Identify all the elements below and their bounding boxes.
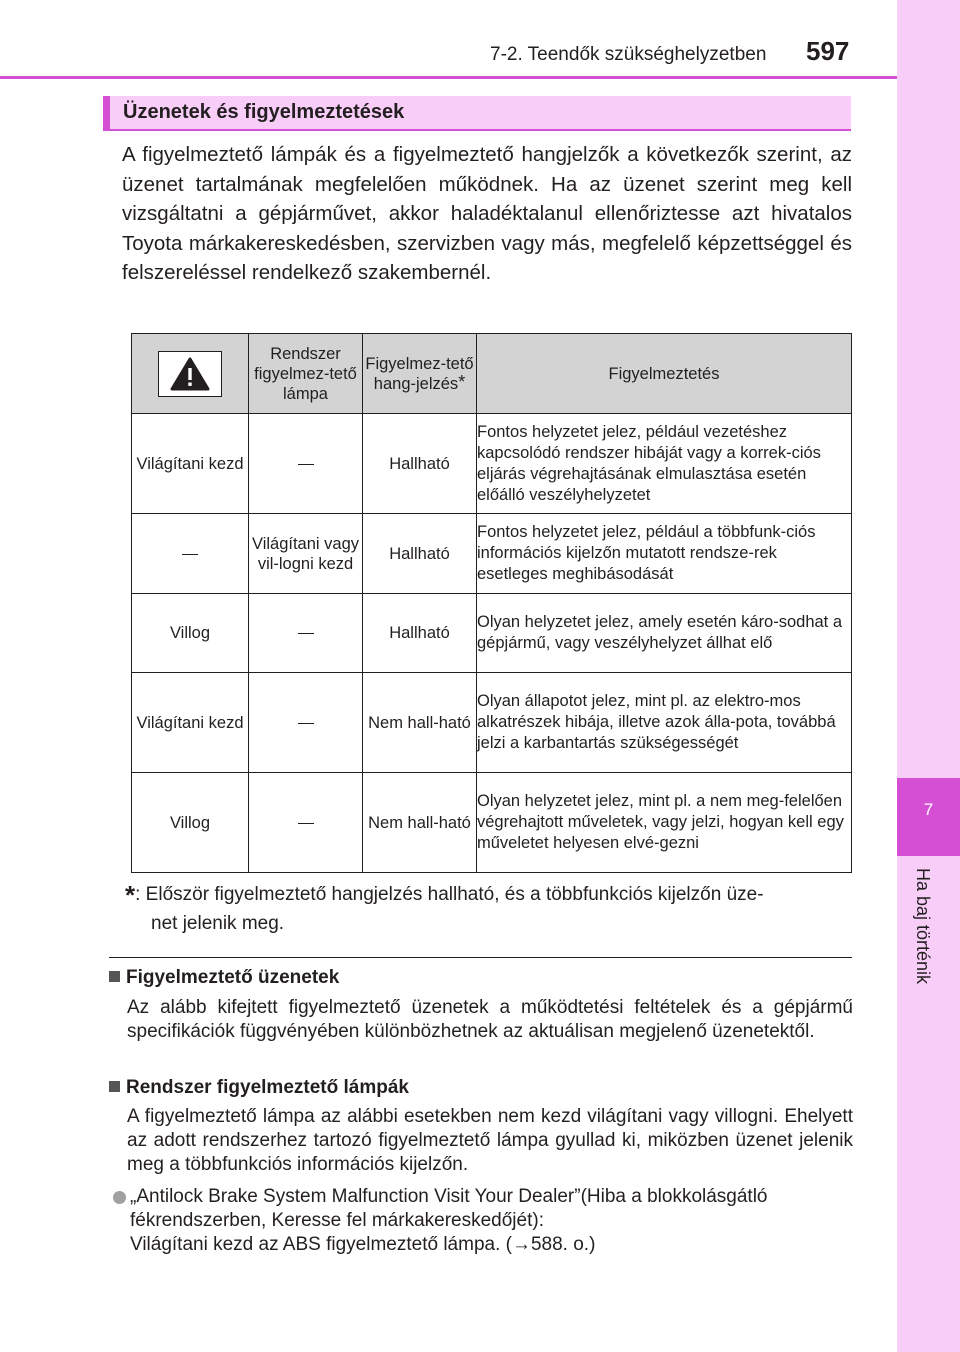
- table-row: [132, 673, 852, 773]
- table-header-row: [132, 334, 852, 414]
- table-row: [132, 594, 852, 673]
- subheading-text: Rendszer figyelmeztető lámpák: [126, 1077, 409, 1098]
- buzzer-cell: Hallható: [363, 594, 477, 673]
- table-footnote: [125, 877, 851, 938]
- square-bullet-icon: [109, 971, 120, 982]
- page-number: 597: [806, 36, 850, 66]
- display-cell: [249, 673, 363, 773]
- section-title: Üzenetek és figyelmeztetések: [123, 101, 405, 123]
- square-bullet-icon: [109, 1081, 120, 1092]
- dash-mark: [298, 823, 314, 824]
- lamp-cell: Világítani kezd: [132, 673, 249, 773]
- bullet-line-2: fékrendszerben, Keresse fel márkakereskedőjét):: [130, 1210, 544, 1231]
- display-cell: Világítani vagy vil-logni kezd: [249, 514, 363, 594]
- table-row: [132, 773, 852, 873]
- subheading-warning-messages: [109, 967, 339, 989]
- chapter-title: Ha baj történik: [913, 868, 933, 985]
- subheading-text: Figyelmeztető üzenetek: [126, 967, 340, 988]
- dash-mark: [182, 554, 198, 555]
- table-row: [132, 414, 852, 514]
- buzzer-cell: Hallható: [363, 514, 477, 594]
- warning-messages-paragraph: Az alább kifejtett figyelmeztető üzenetek a működtetési feltételek és a gépjármű specifikációk függvényében különbözhetnek az aktuálisan megjelenő üzenetektől.: [127, 997, 853, 1042]
- warning-table: [131, 333, 852, 873]
- display-cell: [249, 594, 363, 673]
- table-row: [132, 514, 852, 594]
- circle-bullet-icon: [113, 1191, 126, 1204]
- chapter-number: 7: [923, 800, 934, 819]
- display-cell: [249, 414, 363, 514]
- footnote-mark: *: [125, 880, 136, 910]
- chapter-side-strip: [897, 0, 960, 1352]
- warning-cell: Olyan helyzetet jelez, mint pl. a nem meg-felelően végrehajtott műveletek, vagy jelzi, hogyan kell egy műveletet helyesen elvé-gezni: [477, 773, 852, 873]
- lamp-cell: Villog: [132, 594, 249, 673]
- display-cell: [249, 773, 363, 873]
- lamp-cell: [132, 514, 249, 594]
- bullet-line-1: „Antilock Brake System Malfunction Visit Your Dealer”(Hiba a blokkolásgátló: [130, 1186, 768, 1207]
- header-lamp: Rendszer figyelmez-tető lámpa: [249, 334, 363, 414]
- footnote-line-2: net jelenik meg.: [151, 913, 285, 934]
- dash-mark: [298, 723, 314, 724]
- header-warning: Figyelmeztetés: [477, 334, 852, 414]
- system-lamps-paragraph: A figyelmeztető lámpa az alábbi esetekben nem kezd világítani vagy villogni. Ehelyett az adott rendszerhez tartozó figyelmeztető lámpa gyullad ki, miközben üzenet jelenik meg a többfunkciós információs kijelzőn.: [127, 1106, 853, 1175]
- warning-cell: Olyan állapotot jelez, mint pl. az elektro-mos alkatrészek hibája, illetve azok álla-pota, továbbá jelzi a karbantartás szükségességét: [477, 673, 852, 773]
- section-divider: [109, 957, 852, 958]
- bullet-line-3: [130, 1233, 860, 1257]
- warning-cell: Fontos helyzetet jelez, például vezetéshez kapcsolódó rendszer hibáját vagy a korrek-ciós eljárás végrehajtásának elmulasztása esetén előálló veszélyhelyzetet: [477, 414, 852, 514]
- warning-cell: Olyan helyzetet jelez, amely esetén káro-sodhat a gépjármű, vagy veszélyhelyzet állhat elő: [477, 594, 852, 673]
- lamp-cell: Világítani kezd: [132, 414, 249, 514]
- page-reference-link[interactable]: 588. o.): [530, 1234, 596, 1255]
- subheading-system-lamps: [109, 1077, 409, 1099]
- header-buzzer-label: Figyelmez-tető hang-jelzés: [365, 354, 474, 393]
- dash-mark: [298, 464, 314, 465]
- header-buzzer-mark: *: [458, 371, 466, 392]
- buzzer-cell: Nem hall-ható: [363, 773, 477, 873]
- title-accent-bar: [103, 96, 110, 129]
- header-icon-cell: [132, 334, 249, 414]
- footnote-text: : Először figyelmeztető hangjelzés hallható, és a többfunkciós kijelzőn üze-: [135, 884, 764, 905]
- warning-cell: Fontos helyzetet jelez, például a többfunk-ciós információs kijelzőn mutatott rendsze-rek esetleges meghibásodását: [477, 514, 852, 594]
- header-buzzer: [363, 334, 477, 414]
- bullet-line-3-prefix: Világítani kezd az ABS figyelmeztető lámpa. (: [130, 1234, 512, 1255]
- warning-triangle-icon: [158, 351, 222, 397]
- section-title-bar: [103, 96, 851, 131]
- intro-paragraph: A figyelmeztető lámpák és a figyelmeztető hangjelzők a következők szerint, az üzenet tartalmának megfelelően működnek. Ha az üzenet szerint meg kell vizsgáltatni a gépjárművet, akkor haladéktalanul ellenőriztesse azt hivatalos Toyota márkakereskedésben, szervizben vagy más, megfelelő képzettséggel és felszereléssel rendelkező szakembernél.: [122, 143, 852, 284]
- dash-mark: [298, 633, 314, 634]
- footnote-line: [125, 877, 851, 909]
- page-reference-arrow-icon: →: [511, 1234, 531, 1255]
- buzzer-cell: Nem hall-ható: [363, 673, 477, 773]
- header-section-title: 7-2. Teendők szükséghelyzetben: [490, 44, 767, 65]
- header-divider: [0, 76, 897, 79]
- bullet-item: [130, 1185, 860, 1257]
- lamp-cell: Villog: [132, 773, 249, 873]
- buzzer-cell: Hallható: [363, 414, 477, 514]
